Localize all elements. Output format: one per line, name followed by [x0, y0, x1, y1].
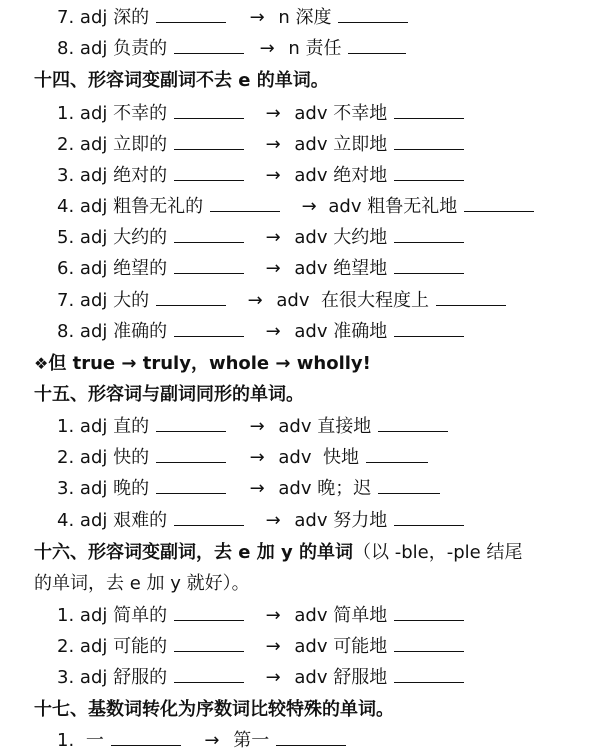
- answer-blank[interactable]: [394, 241, 464, 243]
- answer-blank[interactable]: [394, 681, 464, 683]
- answer-blank[interactable]: [174, 52, 244, 54]
- item-right-text: adv 晚；迟: [278, 478, 372, 499]
- item-right-text: adv 快地: [278, 447, 359, 468]
- item-right-text: adv 绝望地: [294, 258, 388, 279]
- item-left-text: adj 负责的: [79, 38, 168, 59]
- item-number: 4.: [57, 196, 75, 217]
- answer-blank[interactable]: [394, 335, 464, 337]
- item-right-text: n 责任: [288, 38, 342, 59]
- answer-blank[interactable]: [276, 744, 346, 746]
- answer-blank[interactable]: [174, 117, 244, 119]
- list-item: [0, 253, 600, 284]
- item-right-text: 第一: [233, 730, 270, 751]
- arrow-icon: →: [247, 290, 263, 311]
- list-item: [0, 505, 600, 536]
- note-text: 但 true: [48, 353, 122, 374]
- item-number: 1.: [57, 103, 75, 124]
- answer-blank[interactable]: [174, 524, 244, 526]
- arrow-icon: →: [121, 353, 137, 374]
- arrow-icon: →: [265, 321, 281, 342]
- item-right-text: adv 直接地: [278, 416, 372, 437]
- answer-blank[interactable]: [210, 210, 280, 212]
- list-item: [0, 442, 600, 473]
- answer-blank[interactable]: [174, 335, 244, 337]
- item-left-text: adj 深的: [79, 7, 150, 28]
- item-right-text: adv 在很大程度上: [276, 290, 429, 311]
- item-number: 3.: [57, 165, 75, 186]
- answer-blank[interactable]: [174, 148, 244, 150]
- answer-blank[interactable]: [156, 492, 226, 494]
- answer-blank[interactable]: [174, 681, 244, 683]
- arrow-icon: →: [265, 227, 281, 248]
- arrow-icon: →: [204, 730, 220, 751]
- answer-blank[interactable]: [174, 619, 244, 621]
- answer-blank[interactable]: [111, 744, 181, 746]
- item-number: 2.: [57, 636, 75, 657]
- item-number: 7.: [57, 290, 75, 311]
- item-left-text: adj 大的: [79, 290, 150, 311]
- item-number: 8.: [57, 38, 75, 59]
- list-item: [0, 160, 600, 191]
- list-item: [0, 631, 600, 662]
- list-item: [0, 222, 600, 253]
- answer-blank[interactable]: [394, 179, 464, 181]
- note-text: wholly!: [290, 353, 371, 374]
- item-left-text: adj 粗鲁无礼的: [79, 196, 204, 217]
- arrow-icon: →: [249, 447, 265, 468]
- item-left-text: adj 可能的: [79, 636, 168, 657]
- answer-blank[interactable]: [366, 461, 428, 463]
- item-left-text: adj 大约的: [79, 227, 168, 248]
- answer-blank[interactable]: [174, 650, 244, 652]
- item-number: 5.: [57, 227, 75, 248]
- answer-blank[interactable]: [348, 52, 406, 54]
- answer-blank[interactable]: [436, 304, 506, 306]
- item-right-text: n 深度: [278, 7, 332, 28]
- arrow-icon: →: [265, 636, 281, 657]
- diamond-icon: ❖: [34, 354, 49, 373]
- arrow-icon: →: [265, 134, 281, 155]
- item-number: 1.: [57, 416, 75, 437]
- arrow-icon: →: [301, 196, 317, 217]
- answer-blank[interactable]: [394, 117, 464, 119]
- section-heading-note: （以 -ble，-ple 结尾: [353, 542, 523, 563]
- answer-blank[interactable]: [394, 148, 464, 150]
- item-right-text: adv 努力地: [294, 510, 388, 531]
- list-item: [0, 725, 600, 752]
- list-item: [0, 600, 600, 631]
- answer-blank[interactable]: [464, 210, 534, 212]
- item-right-text: adv 绝对地: [294, 165, 388, 186]
- arrow-icon: →: [265, 510, 281, 531]
- item-number: 7.: [57, 7, 75, 28]
- section-heading: 十七、基数词转化为序数词比较特殊的单词。: [34, 699, 394, 720]
- item-left-text: 一: [85, 730, 104, 751]
- arrow-icon: →: [265, 667, 281, 688]
- item-left-text: adj 艰难的: [79, 510, 168, 531]
- item-number: 1.: [57, 730, 75, 751]
- item-left-text: adj 立即的: [79, 134, 168, 155]
- note-text: truly，whole: [136, 353, 276, 374]
- item-left-text: adj 晚的: [79, 478, 150, 499]
- section-heading: [0, 537, 600, 568]
- list-item: [0, 411, 600, 442]
- item-left-text: adj 绝对的: [79, 165, 168, 186]
- item-left-text: adj 舒服的: [79, 667, 168, 688]
- answer-blank[interactable]: [394, 650, 464, 652]
- arrow-icon: →: [265, 103, 281, 124]
- note-line: [0, 348, 600, 379]
- answer-blank[interactable]: [338, 21, 408, 23]
- list-item: [0, 98, 600, 129]
- item-left-text: adj 简单的: [79, 605, 168, 626]
- item-right-text: adv 可能地: [294, 636, 388, 657]
- item-left-text: adj 直的: [79, 416, 150, 437]
- list-item: [0, 285, 600, 316]
- item-right-text: adv 准确地: [294, 321, 388, 342]
- list-item: [0, 129, 600, 160]
- section-heading-bold: 十六、形容词变副词，去 e 加 y 的单词: [34, 542, 354, 563]
- arrow-icon: →: [249, 478, 265, 499]
- answer-blank[interactable]: [156, 430, 226, 432]
- answer-blank[interactable]: [156, 461, 226, 463]
- item-left-text: adj 准确的: [79, 321, 168, 342]
- answer-blank[interactable]: [394, 619, 464, 621]
- arrow-icon: →: [249, 416, 265, 437]
- list-item: [0, 473, 600, 504]
- item-right-text: adv 大约地: [294, 227, 388, 248]
- answer-blank[interactable]: [394, 524, 464, 526]
- list-item: [0, 33, 600, 64]
- item-number: 3.: [57, 667, 75, 688]
- item-left-text: adj 绝望的: [79, 258, 168, 279]
- answer-blank[interactable]: [394, 272, 464, 274]
- arrow-icon: →: [265, 605, 281, 626]
- answer-blank[interactable]: [378, 492, 440, 494]
- answer-blank[interactable]: [156, 304, 226, 306]
- item-number: 3.: [57, 478, 75, 499]
- item-left-text: adj 快的: [79, 447, 150, 468]
- arrow-icon: →: [259, 38, 275, 59]
- item-right-text: adv 不幸地: [294, 103, 388, 124]
- item-number: 6.: [57, 258, 75, 279]
- item-left-text: adj 不幸的: [79, 103, 168, 124]
- section-heading-continuation: 的单词，去 e 加 y 就好）。: [34, 573, 250, 594]
- arrow-icon: →: [265, 258, 281, 279]
- item-number: 1.: [57, 605, 75, 626]
- answer-blank[interactable]: [174, 272, 244, 274]
- item-number: 4.: [57, 510, 75, 531]
- answer-blank[interactable]: [174, 241, 244, 243]
- answer-blank[interactable]: [378, 430, 448, 432]
- item-right-text: adv 简单地: [294, 605, 388, 626]
- list-item: [0, 2, 600, 33]
- item-number: 8.: [57, 321, 75, 342]
- section-heading: 十五、形容词与副词同形的单词。: [34, 384, 304, 405]
- list-item: [0, 191, 600, 222]
- item-right-text: adv 舒服地: [294, 667, 388, 688]
- answer-blank[interactable]: [156, 21, 226, 23]
- item-right-text: adv 立即地: [294, 134, 388, 155]
- list-item: [0, 316, 600, 347]
- item-number: 2.: [57, 447, 75, 468]
- list-item: [0, 662, 600, 693]
- item-right-text: adv 粗鲁无礼地: [328, 196, 458, 217]
- arrow-icon: →: [275, 353, 291, 374]
- answer-blank[interactable]: [174, 179, 244, 181]
- item-number: 2.: [57, 134, 75, 155]
- section-heading: 十四、形容词变副词不去 e 的单词。: [34, 70, 329, 91]
- arrow-icon: →: [265, 165, 281, 186]
- arrow-icon: →: [249, 7, 265, 28]
